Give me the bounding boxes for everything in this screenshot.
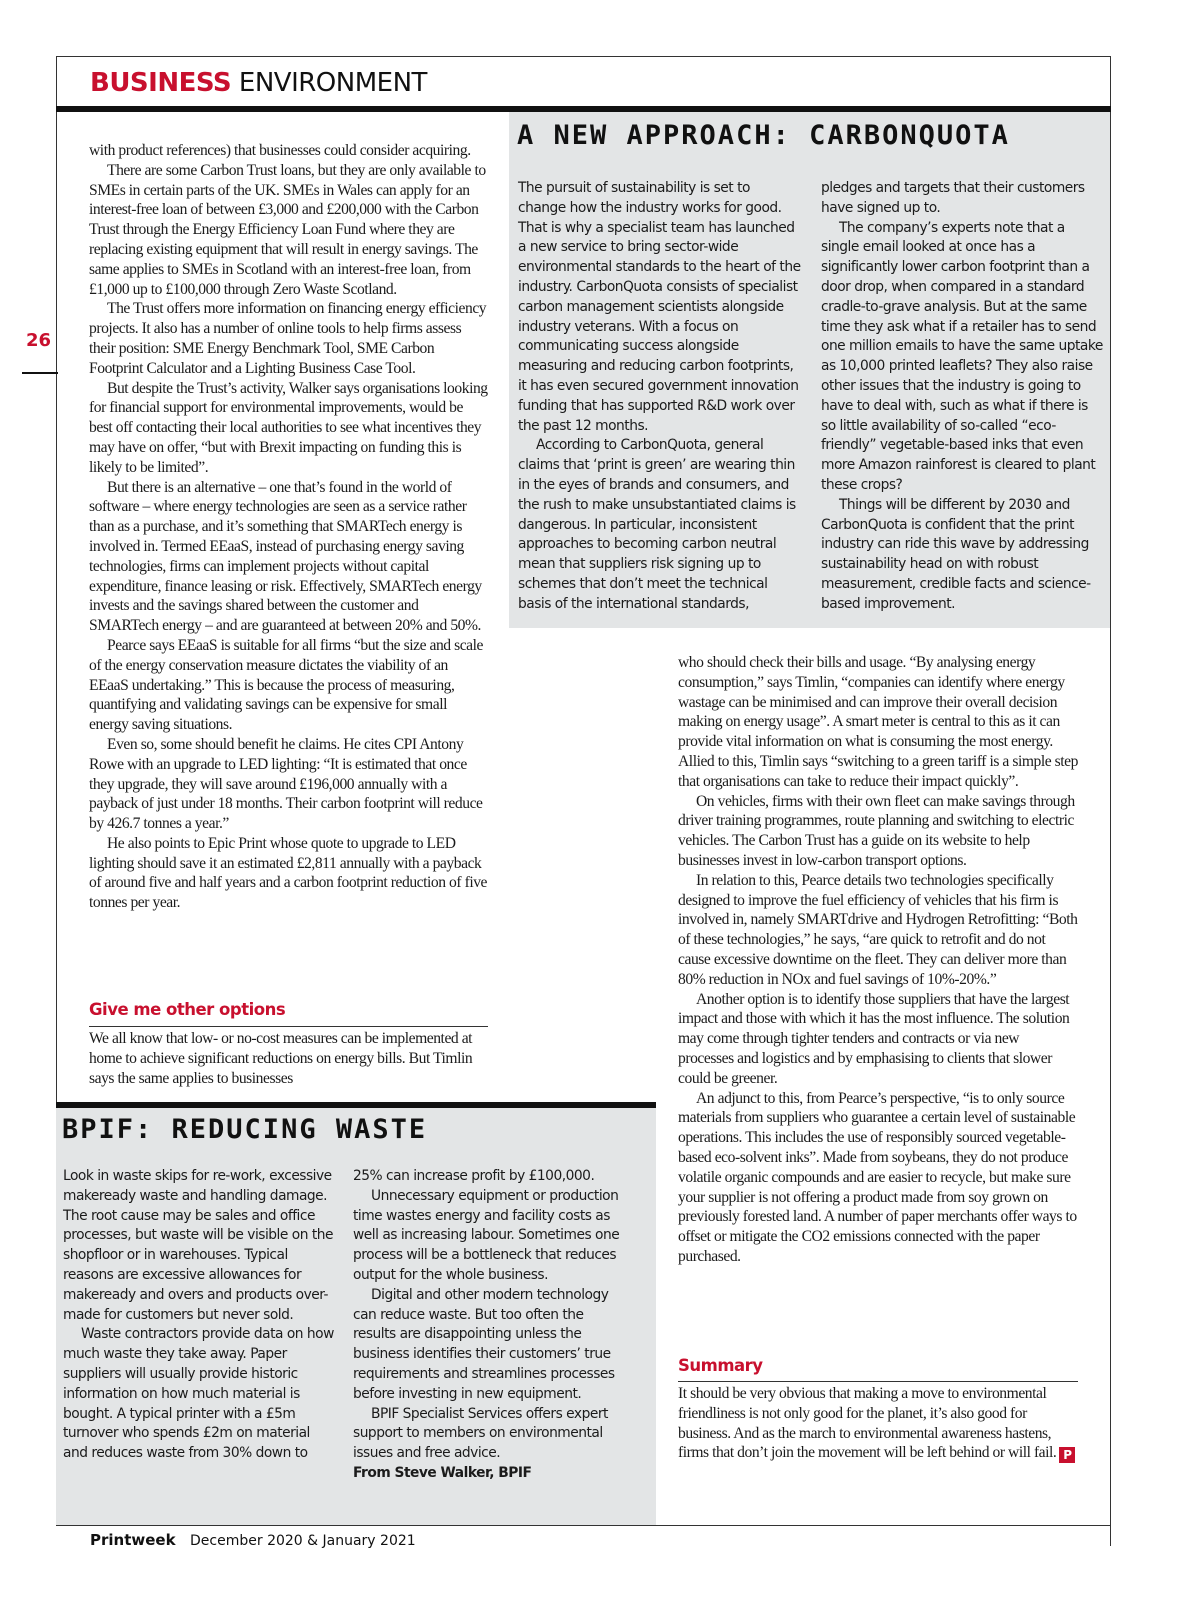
header-keyword: BUSINESS: [90, 68, 232, 98]
printweek-end-mark-icon: P: [1059, 1447, 1075, 1463]
left-paragraph: But despite the Trust’s activity, Walker says organisations looking for financial support for environmental improvements, would be best off contacting their local authorities to see what incentives they may have on offer, “but with Brexit impacting on funding this is likely to be limited”.: [89, 379, 488, 476]
box-paragraph: The pursuit of sustainability is set to change how the industry works for good. That is why a specialist team has launched a new service to bring sector-wide environmental standards to the heart of the industry. CarbonQuota consists of specialist carbon management scientists alongside industry veterans. With a focus on communicating success alongside measuring and reducing carbon footprints, it has even secured government innovation funding that has supported R&D work over the past 12 months.: [518, 180, 801, 434]
subhead-summary: Summary: [678, 1356, 763, 1375]
bpif-signature: From Steve Walker, BPIF: [353, 1464, 532, 1481]
subhead-other-options: Give me other options: [89, 1000, 286, 1019]
footer-brand: Printweek: [90, 1531, 176, 1549]
left-paragraph: There are some Carbon Trust loans, but they are only available to SMEs in certain parts of the UK. SMEs in Wales can apply for an interest-free loan of between £3,000 and £200,000 with the Carbon Trust through the Energy Efficiency Loan Fund where they are replacing existing equipment that will result in energy savings. The same applies to SMEs in Scotland with an interest-free loan, from £1,000 up to £100,000 through Zero Waste Scotland.: [89, 161, 486, 298]
right-paragraph: who should check their bills and usage. “By analysing energy consumption,” says Timlin, “companies can identify where energy wastage can be minimised and can improve their overall decision making on energy usage”. A smart meter is central to this as it can provide vital information on what is consuming the most energy. Allied to this, Timlin says “switching to a green tariff is a simple step that organisations can take to reduce their impact quickly”.: [678, 654, 1078, 790]
left-paragraph: with product references) that businesses could consider acquiring.: [89, 142, 471, 159]
page-number-rule: [22, 372, 58, 374]
box-paragraph: Things will be different by 2030 and CarbonQuota is confident that the print industry can ride this wave by addressing sustainability head on with robust measurement, credible facts and science-based improvement.: [821, 496, 1091, 612]
box-paragraph: Unnecessary equipment or production time wastes energy and facility costs as well as increasing labour. Sometimes one process will be a bottleneck that reduces output for the whole business.: [353, 1187, 620, 1283]
box-paragraph: Look in waste skips for re-work, excessive makeready waste and handling damage. The root cause may be sales and office processes, but waste will be visible on the shopfloor or in warehouses. Typical reasons are excessive allowances for makeready and overs and products over-made for customers but never sold.: [63, 1168, 333, 1323]
right-paragraph: In relation to this, Pearce details two technologies specifically designed to improve the fuel efficiency of vehicles that his firm is involved in, namely SMARTdrive and Hydrogen Retrofitting: “Both of these technologies,” he says, “are quick to retrofit and do not cause excessive downtime on the fleet. They can deliver more than 80% reduction in NOx and fuel savings of 10%-20%.”: [678, 871, 1078, 988]
header-section: ENVIRONMENT: [238, 68, 427, 98]
footer-date: December 2020 & January 2021: [190, 1533, 416, 1549]
frame-bottom-rule: [56, 1525, 1111, 1526]
bpif-col1: [63, 1167, 337, 1464]
left-column: [89, 141, 488, 913]
left-paragraph: Even so, some should benefit he claims. He cites CPI Antony Rowe with an upgrade to LED lighting: “It is estimated that once they upgrade, they will save around £196,000 annually with a payback of just under 18 months. Their carbon footprint will reduce by 426.7 tonnes a year.”: [89, 735, 483, 833]
right-paragraph: Another option is to identify those suppliers that have the largest impact and those with which it has the most influence. The solution may come through tighter tenders and contracts or via new processes and logistics and by emphasising to clients that slower could be greener.: [678, 990, 1070, 1087]
frame-right-rule: [1110, 56, 1111, 1546]
bpif-title: BPIF: REDUCING WASTE: [62, 1114, 428, 1145]
bpif-col2: [353, 1167, 627, 1484]
left-paragraph: The Trust offers more information on financing energy efficiency projects. It also has a number of online tools to help firms assess their position: SME Energy Benchmark Tool, SME Carbon Footprint Calculator and a Lighting Business Case Tool.: [89, 300, 487, 377]
right-column: [678, 653, 1078, 1267]
left-paragraph: Pearce says EEaaS is suitable for all firms “but the size and scale of the energy conservation measure dictates the viability of an EEaaS undertaking.” This is because the process of measuring, quantifying and validating savings can be expensive for small energy saving situations.: [89, 636, 484, 734]
box-paragraph: Digital and other modern technology can reduce waste. But too often the results are disappointing unless the business identifies their customers’ true requirements and streamlines processes before investing in new equipment.: [353, 1286, 615, 1402]
page-number: 26: [26, 330, 52, 351]
box-paragraph: The company’s experts note that a single email looked at once has a significantly lower carbon footprint than a door drop, when compared in a standard cradle-to-grave analysis. But at the same time they ask what if a retailer has to send one million emails to have the same uptake as 10,000 printed leaflets? They also raise other issues that the industry is going to have to deal with, such as what if there is so little availability of so-called “eco-friendly” vegetable-based inks that even more Amazon rainforest is cleared to plant these crops?: [821, 219, 1103, 493]
subhead-rule: [678, 1381, 1078, 1382]
box-paragraph: Waste contractors provide data on how much waste they take away. Paper suppliers will usually provide historic information on how much material is bought. A typical printer with a £5m turnover who spends £2m on material and reduces waste from 30% down to: [63, 1326, 334, 1462]
left-paragraph: We all know that low- or no-cost measures can be implemented at home to achieve significant reductions on energy bills. But Timlin says the same applies to businesses: [89, 1030, 473, 1087]
frame-top-rule: [56, 56, 1111, 57]
page-footer: [90, 1531, 416, 1549]
box-paragraph: According to CarbonQuota, general claims that ‘print is green’ are wearing thin in the eyes of brands and consumers, and the rush to make unsubstantiated claims is dangerous. In particular, inconsistent approaches to becoming carbon neutral mean that suppliers risk signing up to schemes that don’t meet the technical basis of the international standards,: [518, 437, 796, 612]
right-paragraph: An adjunct to this, from Pearce’s perspective, “is to only source materials from suppliers who guarantee a certain level of sustainable operations. This includes the use of responsibly sourced vegetable-based eco-solvent inks”. Made from soybeans, they do not produce volatile organic compounds and are easier to recycle, but make sure your supplier is not offering a product made from soy grown on previously forested land. A number of paper merchants offer ways to offset or mitigate the CO2 emissions connected with the paper purchased.: [678, 1089, 1077, 1265]
summary-text: [678, 1384, 1078, 1463]
left-paragraph: He also points to Epic Print whose quote to upgrade to LED lighting should save it an estimated £2,811 annually with a payback of around five and half years and a carbon footprint reduction of five tonnes per year.: [89, 834, 488, 912]
right-paragraph: On vehicles, firms with their own fleet can make savings through driver training programmes, route planning and switching to electric vehicles. The Carbon Trust has a guide on its website to help businesses invest in low-carbon transport options.: [678, 792, 1075, 869]
subhead-rule: [89, 1026, 488, 1027]
box-paragraph: 25% can increase profit by £100,000.: [353, 1168, 595, 1184]
section-header: [90, 66, 427, 100]
carbonquota-col1: [518, 179, 801, 615]
left-column-continued: [89, 1029, 488, 1088]
box-paragraph: pledges and targets that their customers have signed up to.: [821, 180, 1085, 216]
box-paragraph: BPIF Specialist Services offers expert support to members on environmental issues and free advice.: [353, 1405, 608, 1462]
summary-paragraph: It should be very obvious that making a move to environmental friendliness is not only good for the planet, it’s also good for business. And as the march to environmental awareness hastens, firms that don’t join the movement will be left behind or will fail.: [678, 1385, 1057, 1462]
left-paragraph: But there is an alternative – one that’s found in the world of software – where energy technologies are seen as a service rather than as a purchase, and it’s something that SMARTech energy is involved in. Termed EEaaS, instead of purchasing energy saving technologies, firms can implement projects without capital expenditure, finance leasing or risk. Effectively, SMARTech energy invests and the savings shared between the customer and SMARTech energy – and are guaranteed at between 20% and 50%.: [89, 478, 482, 635]
carbonquota-title: A NEW APPROACH: CARBONQUOTA: [517, 120, 1010, 151]
carbonquota-col2: [821, 179, 1104, 615]
